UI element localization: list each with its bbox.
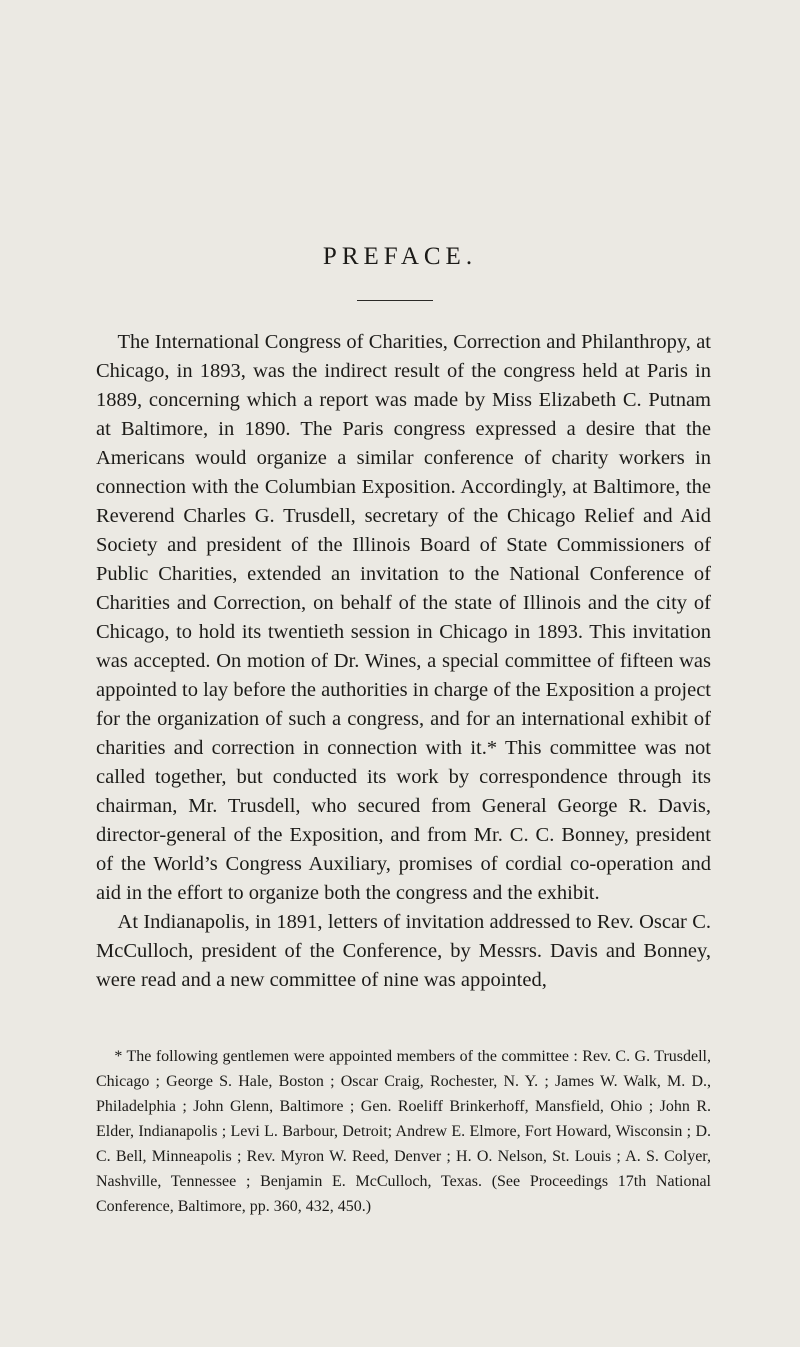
title-divider: [357, 300, 433, 301]
footnote: * The following gentlemen were appointed members of the committee : Rev. C. G. Trusdell, Chicago ; George S. Hale, Boston ; Oscar Craig, Rochester, N. Y. ; James W. Walk, M. D., Philadelphia ; John Glenn, Baltimore ; Gen. Roeliff Brinkerhoff, Mansfield, Ohio ; John R. Elder, Indianapolis ; Levi L. Barbour, Detroit; Andrew E. Elmore, Fort Howard, Wisconsin ; D. C. Bell, Minneapolis ; Rev. Myron W. Reed, Denver ; H. O. Nelson, St. Louis ; A. S. Colyer, Nashville, Tennessee ; Benjamin E. McCulloch, Texas. (See Proceedings 17th National Conference, Baltimore, pp. 360, 432, 450.): [96, 1048, 711, 1215]
paragraph-1: The International Congress of Charities, Correction and Philanthropy, at Chicago, in 1893, was the indirect result of the congress held at Paris in 1889, concerning which a report was made by Miss Elizabeth C. Putnam at Baltimore, in 1890. The Paris congress expressed a desire that the Americans would organize a similar conference of charity workers in connection with the Columbian Exposition. Accordingly, at Baltimore, the Reverend Charles G. Trusdell, secretary of the Chicago Relief and Aid Society and president of the Illinois Board of State Commissioners of Public Charities, extended an invitation to the National Conference of Charities and Correction, on behalf of the state of Illinois and the city of Chicago, to hold its twentieth session in Chicago in 1893. This invitation was accepted. On motion of Dr. Wines, a special committee of fifteen was appointed to lay before the authorities in charge of the Exposition a project for the organization of such a congress, and for an international exhibit of charities and correction in connection with it.* This committee was not called together, but conducted its work by correspondence through its chairman, Mr. Trusdell, who secured from General George R. Davis, director-general of the Exposition, and from Mr. C. C. Bonney, president of the World’s Congress Auxiliary, promises of cordial co-operation and aid in the effort to organize both the congress and the exhibit.: [96, 331, 711, 904]
main-text: [96, 328, 711, 995]
page-title: PREFACE.: [322, 243, 478, 270]
paragraph-2: At Indianapolis, in 1891, letters of invitation addressed to Rev. Oscar C. McCulloch, president of the Conference, by Messrs. Davis and Bonney, were read and a new committee of nine was appointed,: [96, 911, 711, 991]
